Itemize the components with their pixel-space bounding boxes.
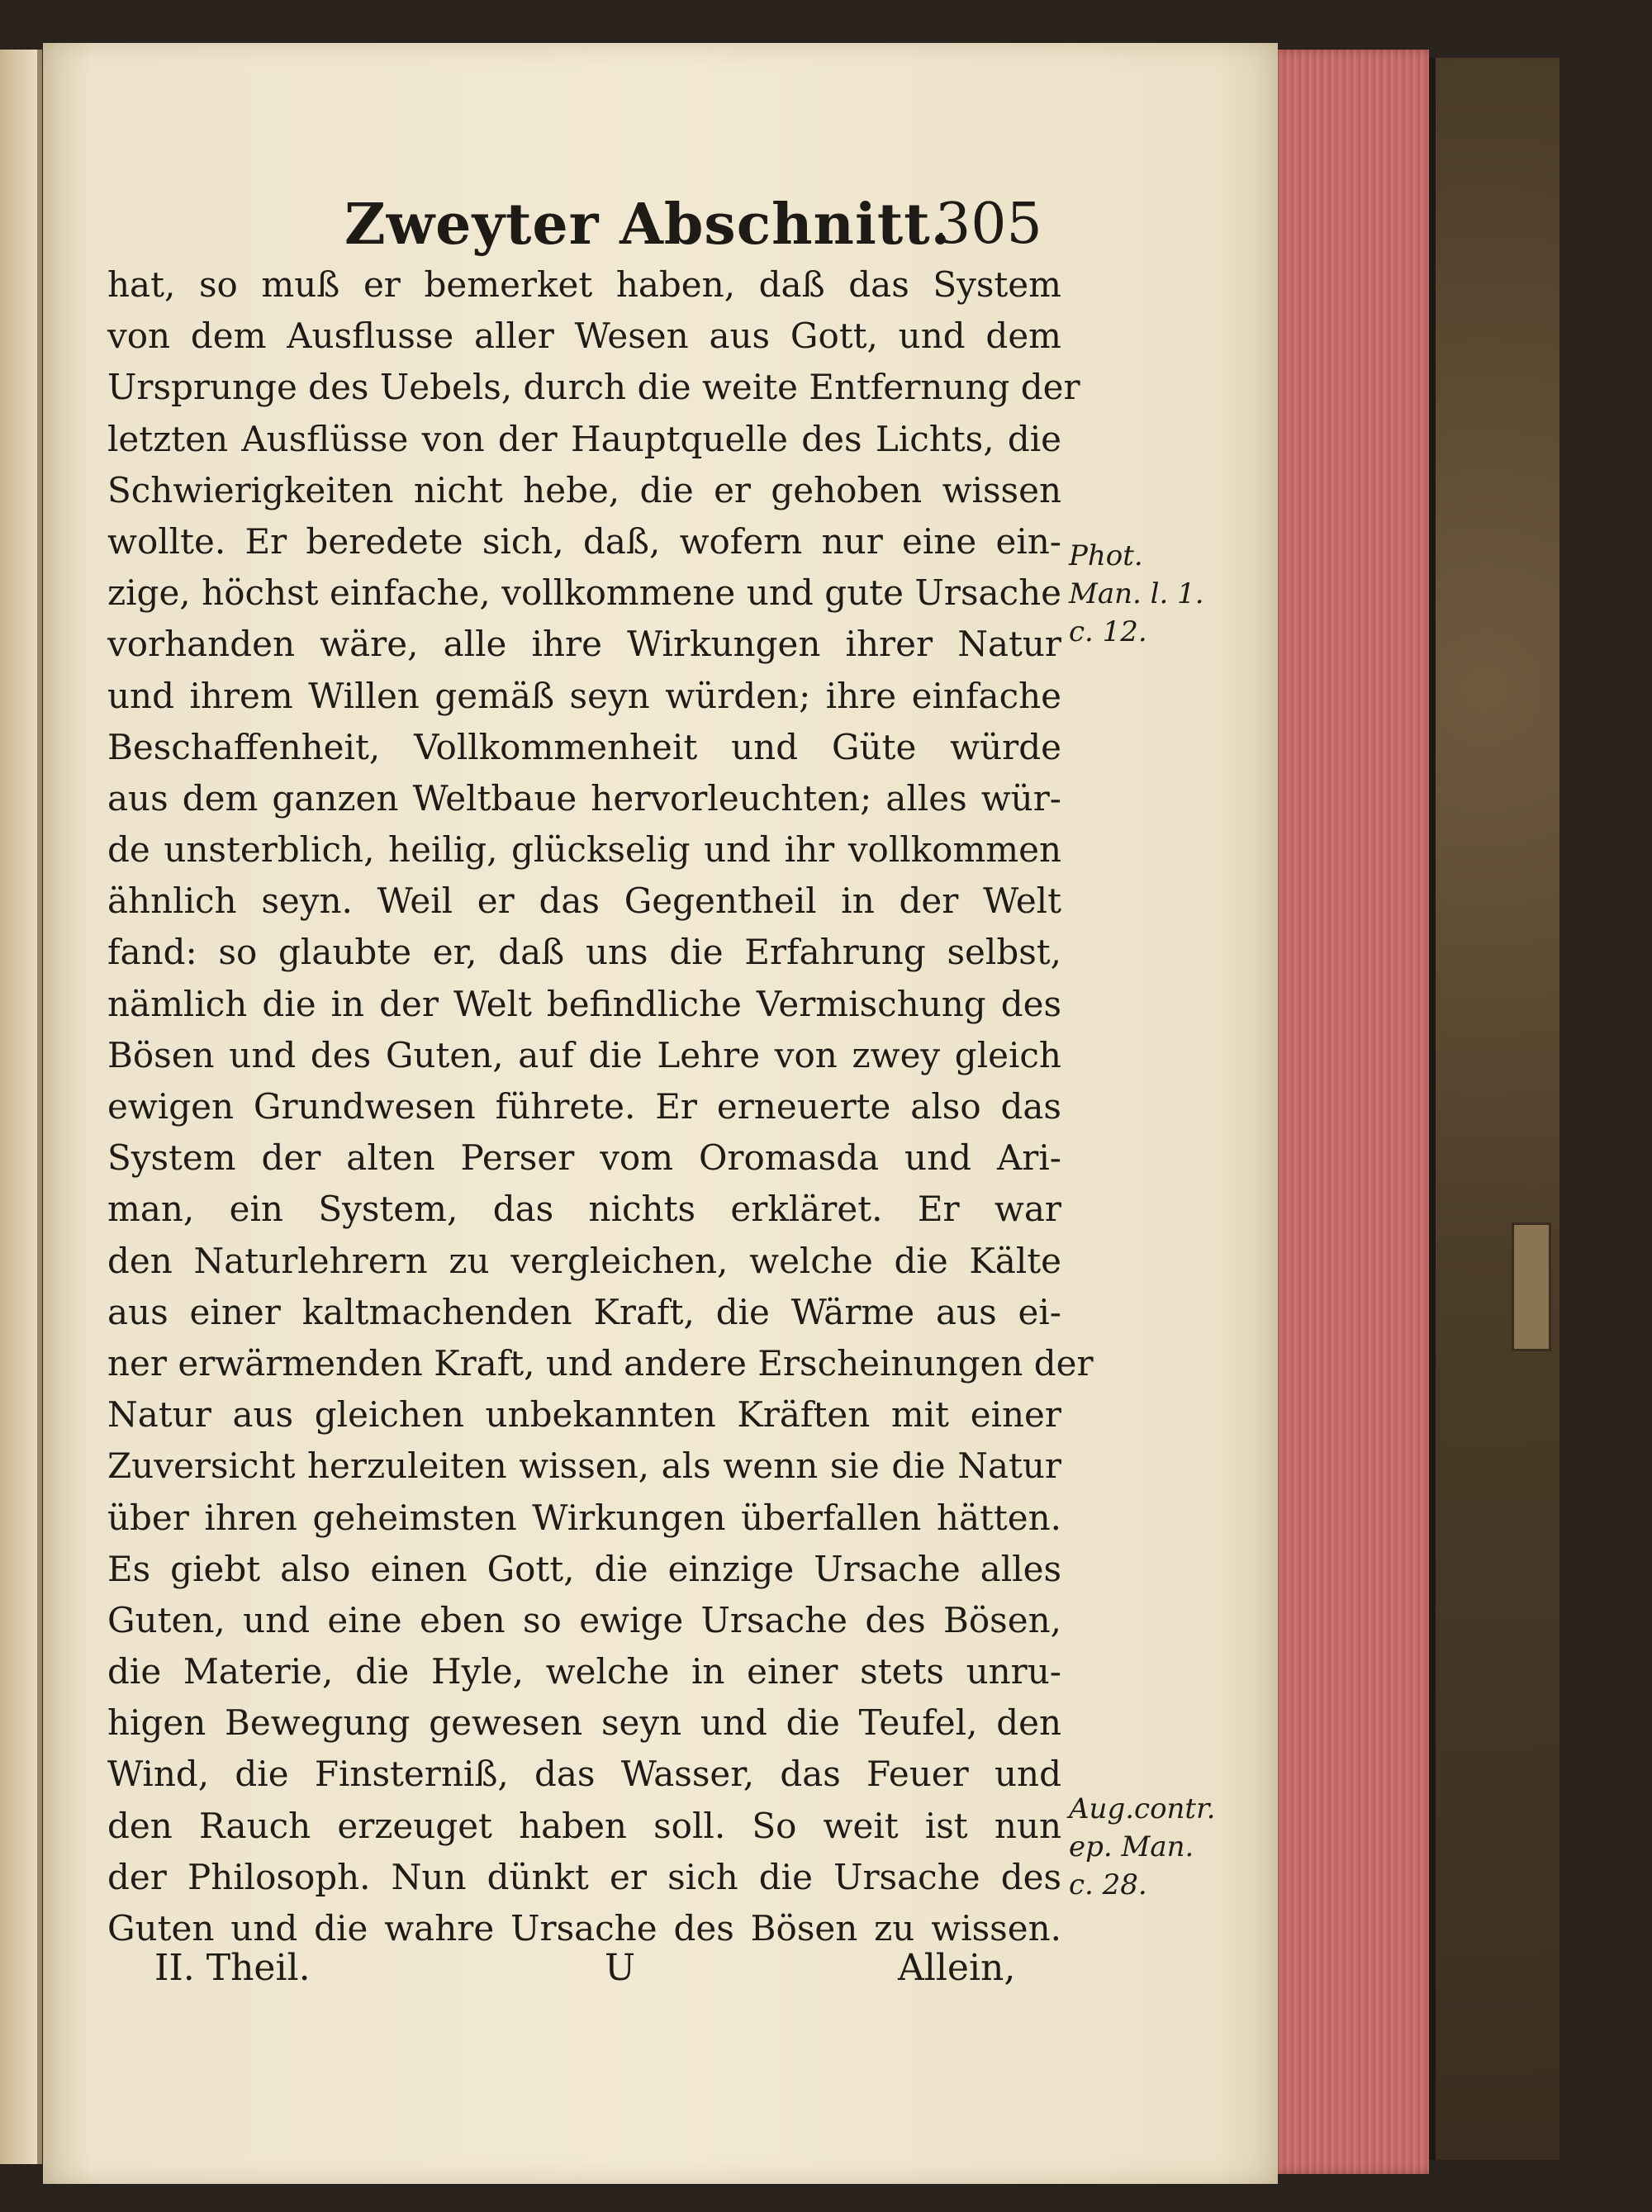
left-page-edge	[0, 50, 42, 2164]
text-line: den Rauch erzeuget haben soll. So weit ist nun	[107, 1805, 1061, 1846]
book-page	[43, 43, 1278, 2184]
text-line: fand: so glaubte er, daß uns die Erfahrung selbst,	[107, 932, 1061, 973]
page-footer	[43, 1947, 1278, 2005]
book-cover	[1429, 58, 1559, 2160]
margin-note-line: Aug.contr.	[1069, 1792, 1216, 1825]
margin-note-photius	[1069, 537, 1204, 651]
text-line: nämlich die in der Welt befindliche Vermischung des	[107, 983, 1061, 1024]
signature-part: II. Theil.	[154, 1947, 311, 1989]
text-line: wollte. Er beredete sich, daß, wofern nur eine ein-	[107, 520, 1061, 562]
text-line: man, ein System, das nichts erkläret. Er war	[107, 1189, 1061, 1230]
text-line: die Materie, die Hyle, welche in einer stets unru-	[107, 1651, 1061, 1692]
text-line: Schwierigkeiten nicht hebe, die er gehoben wissen	[107, 469, 1061, 510]
page-header	[43, 192, 1278, 266]
text-line: ner erwärmenden Kraft, und andere Erscheinungen der	[107, 1342, 1094, 1384]
text-line: den Naturlehrern zu vergleichen, welche die Kälte	[107, 1240, 1061, 1281]
margin-note-line: Phot.	[1069, 539, 1143, 572]
text-line: aus einer kaltmachenden Kraft, die Wärme aus ei-	[107, 1291, 1061, 1332]
page-number: 305	[935, 192, 1042, 257]
text-line: Guten und die wahre Ursache des Bösen zu wissen.	[107, 1908, 1061, 1949]
margin-note-line: c. 12.	[1069, 615, 1147, 648]
text-line: Guten, und eine eben so ewige Ursache des Bösen,	[107, 1599, 1061, 1640]
body-text	[107, 259, 1094, 1954]
text-line: Ursprunge des Uebels, durch die weite Entfernung der	[107, 367, 1080, 408]
text-line: ähnlich seyn. Weil er das Gegentheil in der Welt	[107, 881, 1061, 922]
text-line: aus dem ganzen Weltbaue hervorleuchten; alles wür-	[107, 777, 1061, 819]
text-line: Bösen und des Guten, auf die Lehre von zwey gleich	[107, 1034, 1061, 1075]
text-line: und ihrem Willen gemäß seyn würden; ihre einfache	[107, 675, 1061, 716]
signature-letter: U	[605, 1947, 636, 1989]
margin-note-augustine	[1069, 1790, 1215, 1904]
cover-clasp	[1512, 1222, 1551, 1351]
catchword: Allein,	[898, 1947, 1016, 1989]
margin-note-line: ep. Man.	[1069, 1830, 1194, 1863]
text-line: de unsterblich, heilig, glückselig und ihr vollkommen	[107, 829, 1061, 871]
text-line: Natur aus gleichen unbekannten Kräften mit einer	[107, 1394, 1061, 1436]
text-line: der Philosoph. Nun dünkt er sich die Ursache des	[107, 1856, 1061, 1897]
text-line: Wind, die Finsterniß, das Wasser, das Feuer und	[107, 1754, 1061, 1795]
text-line: letzten Ausflüsse von der Hauptquelle des Lichts, die	[107, 418, 1061, 459]
margin-note-line: c. 28.	[1069, 1868, 1147, 1901]
text-line: ewigen Grundwesen führete. Er erneuerte also das	[107, 1086, 1061, 1127]
text-line: über ihren geheimsten Wirkungen überfallen hätten.	[107, 1497, 1061, 1538]
text-line: hat, so muß er bemerket haben, daß das System	[107, 264, 1061, 305]
text-line: System der alten Perser vom Oromasda und Ari-	[107, 1137, 1061, 1179]
text-line: zige, höchst einfache, vollkommene und gute Ursache	[107, 572, 1061, 614]
text-line: vorhanden wäre, alle ihre Wirkungen ihrer Natur	[107, 624, 1061, 665]
running-head: Zweyter Abschnitt.	[344, 192, 952, 258]
margin-note-line: Man. l. 1.	[1069, 577, 1204, 610]
text-line: Beschaffenheit, Vollkommenheit und Güte würde	[107, 726, 1061, 767]
text-line: Es giebt also einen Gott, die einzige Ursache alles	[107, 1548, 1061, 1589]
text-line: higen Bewegung gewesen seyn und die Teufel, den	[107, 1702, 1061, 1744]
text-line: von dem Ausflusse aller Wesen aus Gott, und dem	[107, 316, 1061, 357]
page-block-edge	[1268, 50, 1429, 2174]
text-line: Zuversicht herzuleiten wissen, als wenn sie die Natur	[107, 1445, 1061, 1487]
